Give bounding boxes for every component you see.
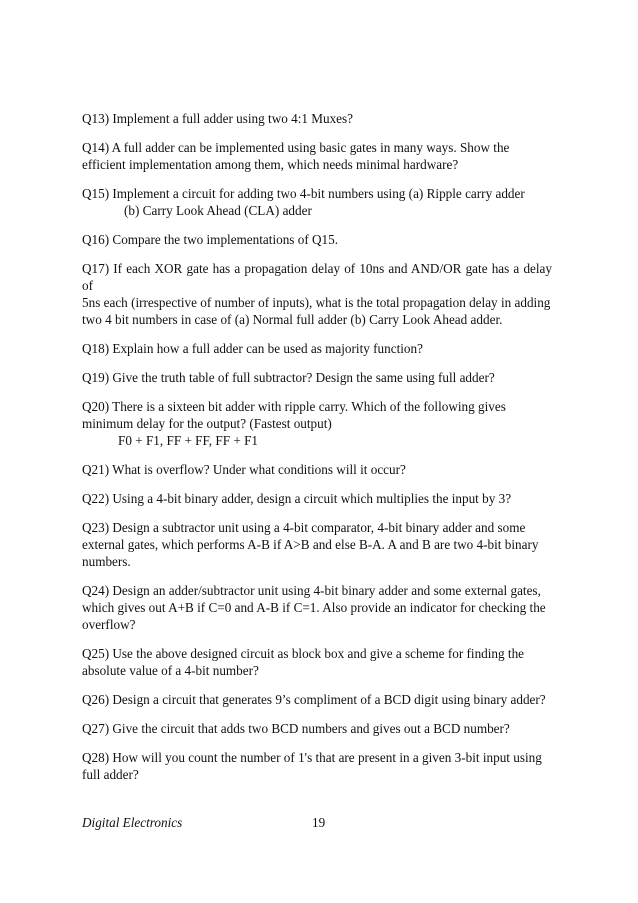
question-q21 <box>82 461 552 478</box>
question-q28 <box>82 749 552 783</box>
question-line: Q16) Compare the two implementations of Q15. <box>82 232 339 247</box>
question-q13 <box>82 110 552 127</box>
question-subline: (b) Carry Look Ahead (CLA) adder <box>124 203 312 218</box>
question-line: full adder? <box>82 767 139 782</box>
question-line: absolute value of a 4-bit number? <box>82 663 259 678</box>
question-q27 <box>82 720 552 737</box>
question-line: Q15) Implement a circuit for adding two 4-bit numbers using (a) Ripple carry adder <box>82 186 525 201</box>
page-number: 19 <box>312 815 326 830</box>
question-line: Q18) Explain how a full adder can be used as majority function? <box>82 341 423 356</box>
question-line: which gives out A+B if C=0 and A-B if C=1. Also provide an indicator for checking the <box>82 600 546 615</box>
question-q20 <box>82 398 552 449</box>
question-q18 <box>82 340 552 357</box>
question-line: Q26) Design a circuit that generates 9’s compliment of a BCD digit using binary adder? <box>82 692 546 707</box>
question-line: Q20) There is a sixteen bit adder with ripple carry. Which of the following gives <box>82 399 506 414</box>
question-line: Q19) Give the truth table of full subtractor? Design the same using full adder? <box>82 370 495 385</box>
question-line: Q25) Use the above designed circuit as block box and give a scheme for finding the <box>82 646 525 661</box>
question-line: two 4 bit numbers in case of (a) Normal full adder (b) Carry Look Ahead adder. <box>82 312 503 327</box>
question-line: overflow? <box>82 617 136 632</box>
page-footer <box>82 814 552 831</box>
question-line: Q28) How will you count the number of 1's that are present in a given 3-bit input using <box>82 750 542 765</box>
question-list <box>82 110 552 795</box>
question-line: Q13) Implement a full adder using two 4:1 Muxes? <box>82 111 354 126</box>
question-line: Q27) Give the circuit that adds two BCD numbers and gives out a BCD number? <box>82 721 510 736</box>
question-line: Q22) Using a 4-bit binary adder, design a circuit which multiplies the input by 3? <box>82 491 512 506</box>
question-q23 <box>82 519 552 570</box>
question-line: Q17) If each XOR gate has a propagation delay of 10ns and AND/OR gate has a delay of <box>82 261 552 293</box>
question-q16 <box>82 231 552 248</box>
footer-course-title: Digital Electronics <box>82 815 183 830</box>
question-q22 <box>82 490 552 507</box>
question-q17 <box>82 260 552 328</box>
question-line: Q24) Design an adder/subtractor unit using 4-bit binary adder and some external gates, <box>82 583 541 598</box>
question-line: Q14) A full adder can be implemented using basic gates in many ways. Show the <box>82 140 510 155</box>
question-line: external gates, which performs A-B if A>B and else B-A. A and B are two 4-bit binary <box>82 537 539 552</box>
question-q24 <box>82 582 552 633</box>
question-q19 <box>82 369 552 386</box>
question-subline: F0 + F1, FF + FF, FF + F1 <box>118 433 259 448</box>
question-q14 <box>82 139 552 173</box>
question-q26 <box>82 691 552 708</box>
question-line: numbers. <box>82 554 131 569</box>
question-q15 <box>82 185 552 219</box>
question-line: efficient implementation among them, which needs minimal hardware? <box>82 157 459 172</box>
question-line: Q23) Design a subtractor unit using a 4-bit comparator, 4-bit binary adder and some <box>82 520 526 535</box>
question-line: minimum delay for the output? (Fastest output) <box>82 416 332 431</box>
question-q25 <box>82 645 552 679</box>
question-line: Q21) What is overflow? Under what conditions will it occur? <box>82 462 406 477</box>
question-line: 5ns each (irrespective of number of inputs), what is the total propagation delay in adding <box>82 295 551 310</box>
